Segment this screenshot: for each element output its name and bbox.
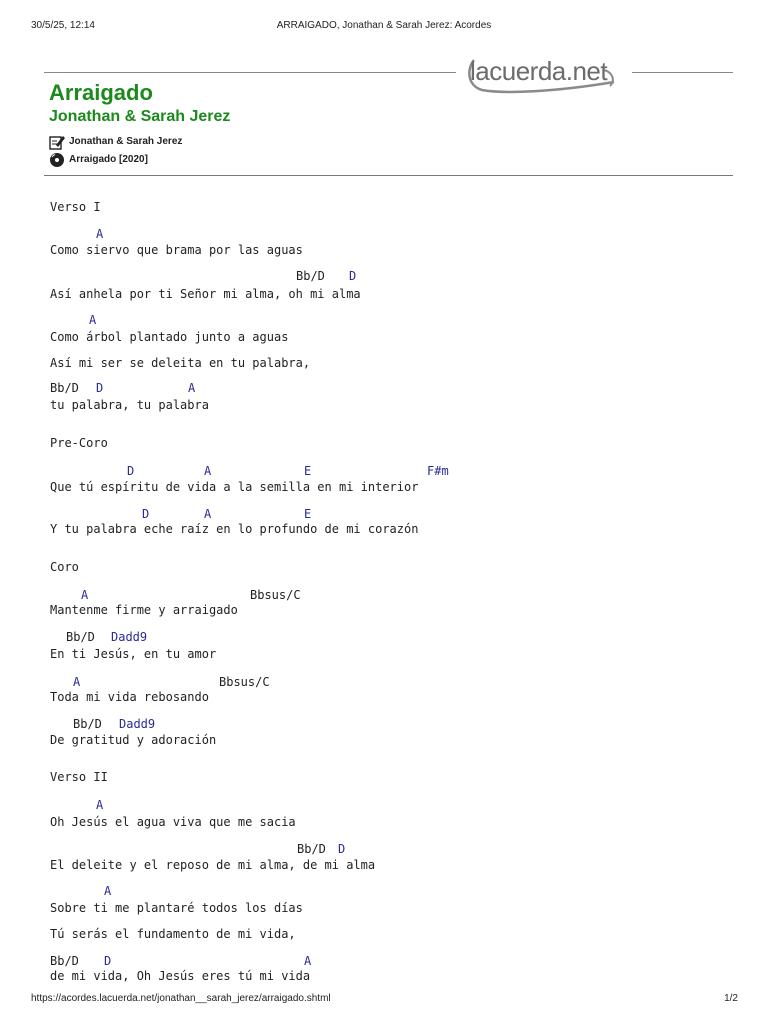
- chord[interactable]: A: [304, 954, 312, 968]
- lyric-line: Sobre ti me plantaré todos los días: [50, 901, 303, 915]
- chord[interactable]: A: [81, 588, 89, 602]
- chord[interactable]: A: [89, 313, 97, 327]
- print-page-title: ARRAIGADO, Jonathan & Sarah Jerez: Acordes: [276, 20, 492, 31]
- chord[interactable]: D: [142, 507, 150, 521]
- header-rule-left: [44, 72, 456, 73]
- chord[interactable]: A: [188, 381, 196, 395]
- lyric-line: Oh Jesús el agua viva que me sacia: [50, 815, 296, 829]
- chord[interactable]: Bbsus/C: [219, 675, 270, 689]
- lyric-line: Toda mi vida rebosando: [50, 690, 209, 704]
- edit-icon: [49, 134, 65, 150]
- meta-album[interactable]: [49, 154, 249, 168]
- chord[interactable]: Bb/D: [66, 630, 95, 644]
- chord[interactable]: Bb/D: [296, 269, 325, 283]
- chord[interactable]: A: [73, 675, 81, 689]
- chord[interactable]: D: [127, 464, 135, 478]
- section-heading-coro: Coro: [50, 560, 79, 574]
- section-heading-pre-coro: Pre-Coro: [50, 436, 108, 450]
- chord[interactable]: E: [304, 507, 312, 521]
- chord[interactable]: F#m: [427, 464, 449, 478]
- lyric-line: De gratitud y adoración: [50, 733, 217, 747]
- section-heading-verso-2: Verso II: [50, 770, 108, 784]
- header-rule-right: [632, 72, 733, 73]
- chord[interactable]: E: [304, 464, 312, 478]
- chord[interactable]: Dadd9: [111, 630, 148, 644]
- chord[interactable]: Dadd9: [119, 717, 156, 731]
- chord[interactable]: A: [96, 798, 104, 812]
- chord[interactable]: A: [104, 884, 112, 898]
- footer-url: https://acordes.lacuerda.net/jonathan__sarah_jerez/arraigado.shtml: [31, 993, 331, 1004]
- lyric-line: de mi vida, Oh Jesús eres tú mi vida: [50, 969, 311, 983]
- lyric-line: Así anhela por ti Señor mi alma, oh mi alma: [50, 287, 361, 301]
- chord[interactable]: D: [104, 954, 112, 968]
- print-header: [0, 20, 768, 34]
- chord[interactable]: A: [204, 464, 212, 478]
- disc-icon: [49, 152, 65, 168]
- site-logo[interactable]: [464, 52, 624, 96]
- content-divider: [44, 175, 733, 176]
- meta-artist[interactable]: [49, 136, 249, 150]
- lyric-line: Tú serás el fundamento de mi vida,: [50, 927, 296, 941]
- chord[interactable]: A: [96, 227, 104, 241]
- print-footer: [0, 993, 768, 1007]
- chord[interactable]: A: [204, 507, 212, 521]
- chord[interactable]: D: [96, 381, 104, 395]
- lyric-line: En ti Jesús, en tu amor: [50, 647, 217, 661]
- page-number: 1/2: [724, 993, 738, 1004]
- logo-text: lacuerda.net: [470, 56, 608, 86]
- chord[interactable]: Bb/D: [297, 842, 326, 856]
- chord[interactable]: D: [349, 269, 357, 283]
- lyric-line: Mantenme firme y arraigado: [50, 603, 238, 617]
- lyric-line: Como árbol plantado junto a aguas: [50, 330, 289, 344]
- meta-album-label: Arraigado [2020]: [69, 154, 148, 165]
- song-title: Arraigado: [49, 80, 153, 105]
- chord[interactable]: Bb/D: [50, 381, 79, 395]
- chord[interactable]: D: [338, 842, 346, 856]
- lyric-line: Y tu palabra eche raíz en lo profundo de mi corazón: [50, 522, 419, 536]
- artist-title[interactable]: Jonathan & Sarah Jerez: [49, 108, 231, 125]
- chord[interactable]: Bb/D: [73, 717, 102, 731]
- chord[interactable]: Bb/D: [50, 954, 79, 968]
- lyric-line: tu palabra, tu palabra: [50, 398, 209, 412]
- lyric-line: Así mi ser se deleita en tu palabra,: [50, 356, 311, 370]
- section-heading-verso-1: Verso I: [50, 200, 101, 214]
- lyric-line: Como siervo que brama por las aguas: [50, 243, 303, 257]
- lyric-line: Que tú espíritu de vida a la semilla en mi interior: [50, 480, 419, 494]
- lyric-line: El deleite y el reposo de mi alma, de mi alma: [50, 858, 376, 872]
- chord[interactable]: Bbsus/C: [250, 588, 301, 602]
- print-date: 30/5/25, 12:14: [31, 20, 95, 31]
- meta-artist-label: Jonathan & Sarah Jerez: [69, 136, 183, 147]
